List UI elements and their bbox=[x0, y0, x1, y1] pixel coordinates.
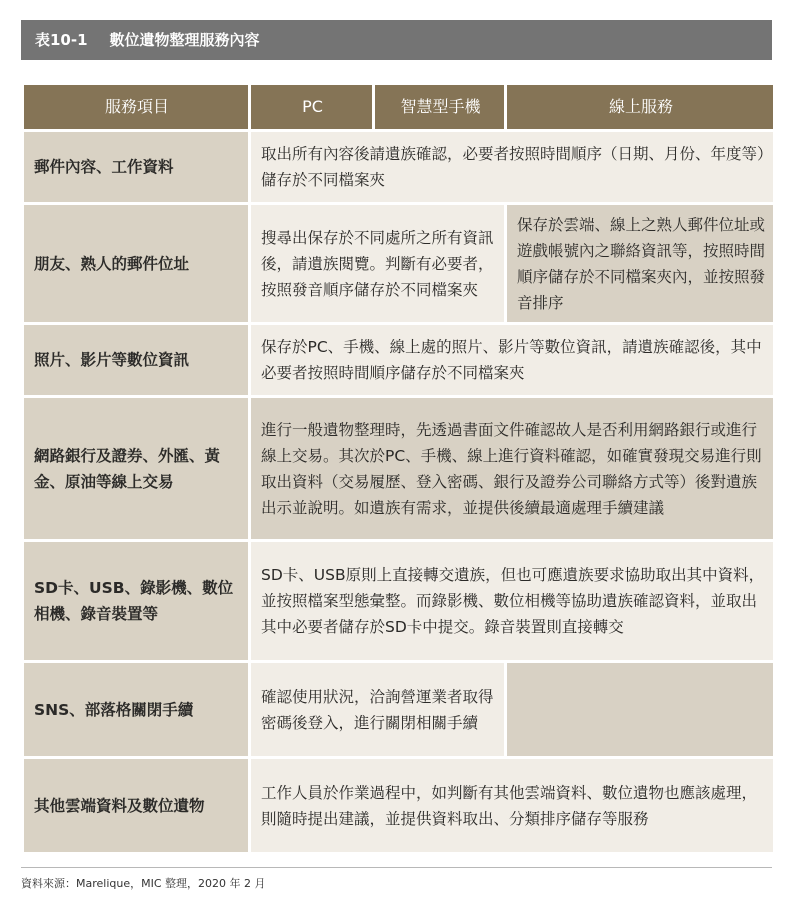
table-row bbox=[23, 324, 775, 397]
row-pc-phone-description: 確認使用狀況，洽詢營運業者取得密碼後登入，進行關閉相關手續 bbox=[250, 662, 506, 758]
header-smartphone: 智慧型手機 bbox=[374, 84, 506, 131]
table-title-bar bbox=[21, 20, 772, 60]
row-category: 郵件內容、工作資料 bbox=[23, 131, 250, 204]
table-number: 表10-1 bbox=[35, 31, 88, 49]
table-title: 數位遺物整理服務內容 bbox=[109, 31, 260, 49]
header-row bbox=[23, 84, 775, 131]
row-description: SD卡、USB原則上直接轉交遺族，但也可應遺族要求協助取出其中資料，並按照檔案型態彙整。而錄影機、數位相機等協助遺族確認資料，並取出其中必要者儲存於SD卡中提交。錄音裝置則直接轉交 bbox=[250, 541, 775, 662]
service-table bbox=[21, 82, 776, 855]
table-row bbox=[23, 541, 775, 662]
row-category: 朋友、熟人的郵件位址 bbox=[23, 204, 250, 324]
table-row bbox=[23, 758, 775, 854]
row-description: 保存於PC、手機、線上處的照片、影片等數位資訊，請遺族確認後，其中必要者按照時間順序儲存於不同檔案夾 bbox=[250, 324, 775, 397]
row-online-description bbox=[506, 662, 775, 758]
row-category: 網路銀行及證券、外匯、黃金、原油等線上交易 bbox=[23, 397, 250, 541]
row-description: 工作人員於作業過程中，如判斷有其他雲端資料、數位遺物也應該處理，則隨時提出建議，並提供資料取出、分類排序儲存等服務 bbox=[250, 758, 775, 854]
table-row bbox=[23, 397, 775, 541]
table-row bbox=[23, 131, 775, 204]
source-note: 資料來源：Marelique，MIC 整理，2020 年 2 月 bbox=[21, 877, 266, 890]
row-pc-phone-description: 搜尋出保存於不同處所之所有資訊後，請遺族閱覽。判斷有必要者，按照發音順序儲存於不同檔案夾 bbox=[250, 204, 506, 324]
header-service-item: 服務項目 bbox=[23, 84, 250, 131]
table-row bbox=[23, 204, 775, 324]
row-online-description: 保存於雲端、線上之熟人郵件位址或遊戲帳號內之聯絡資訊等，按照時間順序儲存於不同檔案夾內，並按照發音排序 bbox=[506, 204, 775, 324]
header-pc: PC bbox=[250, 84, 374, 131]
footer-divider bbox=[21, 867, 772, 868]
row-description: 取出所有內容後請遺族確認，必要者按照時間順序（日期、月份、年度等）儲存於不同檔案夾 bbox=[250, 131, 775, 204]
header-online-service: 線上服務 bbox=[506, 84, 775, 131]
row-category: SD卡、USB、錄影機、數位相機、錄音裝置等 bbox=[23, 541, 250, 662]
row-category: 其他雲端資料及數位遺物 bbox=[23, 758, 250, 854]
row-description: 進行一般遺物整理時，先透過書面文件確認故人是否利用網路銀行或進行線上交易。其次於PC、手機、線上進行資料確認，如確實發現交易進行則取出資料（交易履歷、登入密碼、銀行及證券公司聯絡方式等）後對遺族出示並說明。如遺族有需求，並提供後續最適處理手續建議 bbox=[250, 397, 775, 541]
row-category: 照片、影片等數位資訊 bbox=[23, 324, 250, 397]
table-row bbox=[23, 662, 775, 758]
row-category: SNS、部落格關閉手續 bbox=[23, 662, 250, 758]
